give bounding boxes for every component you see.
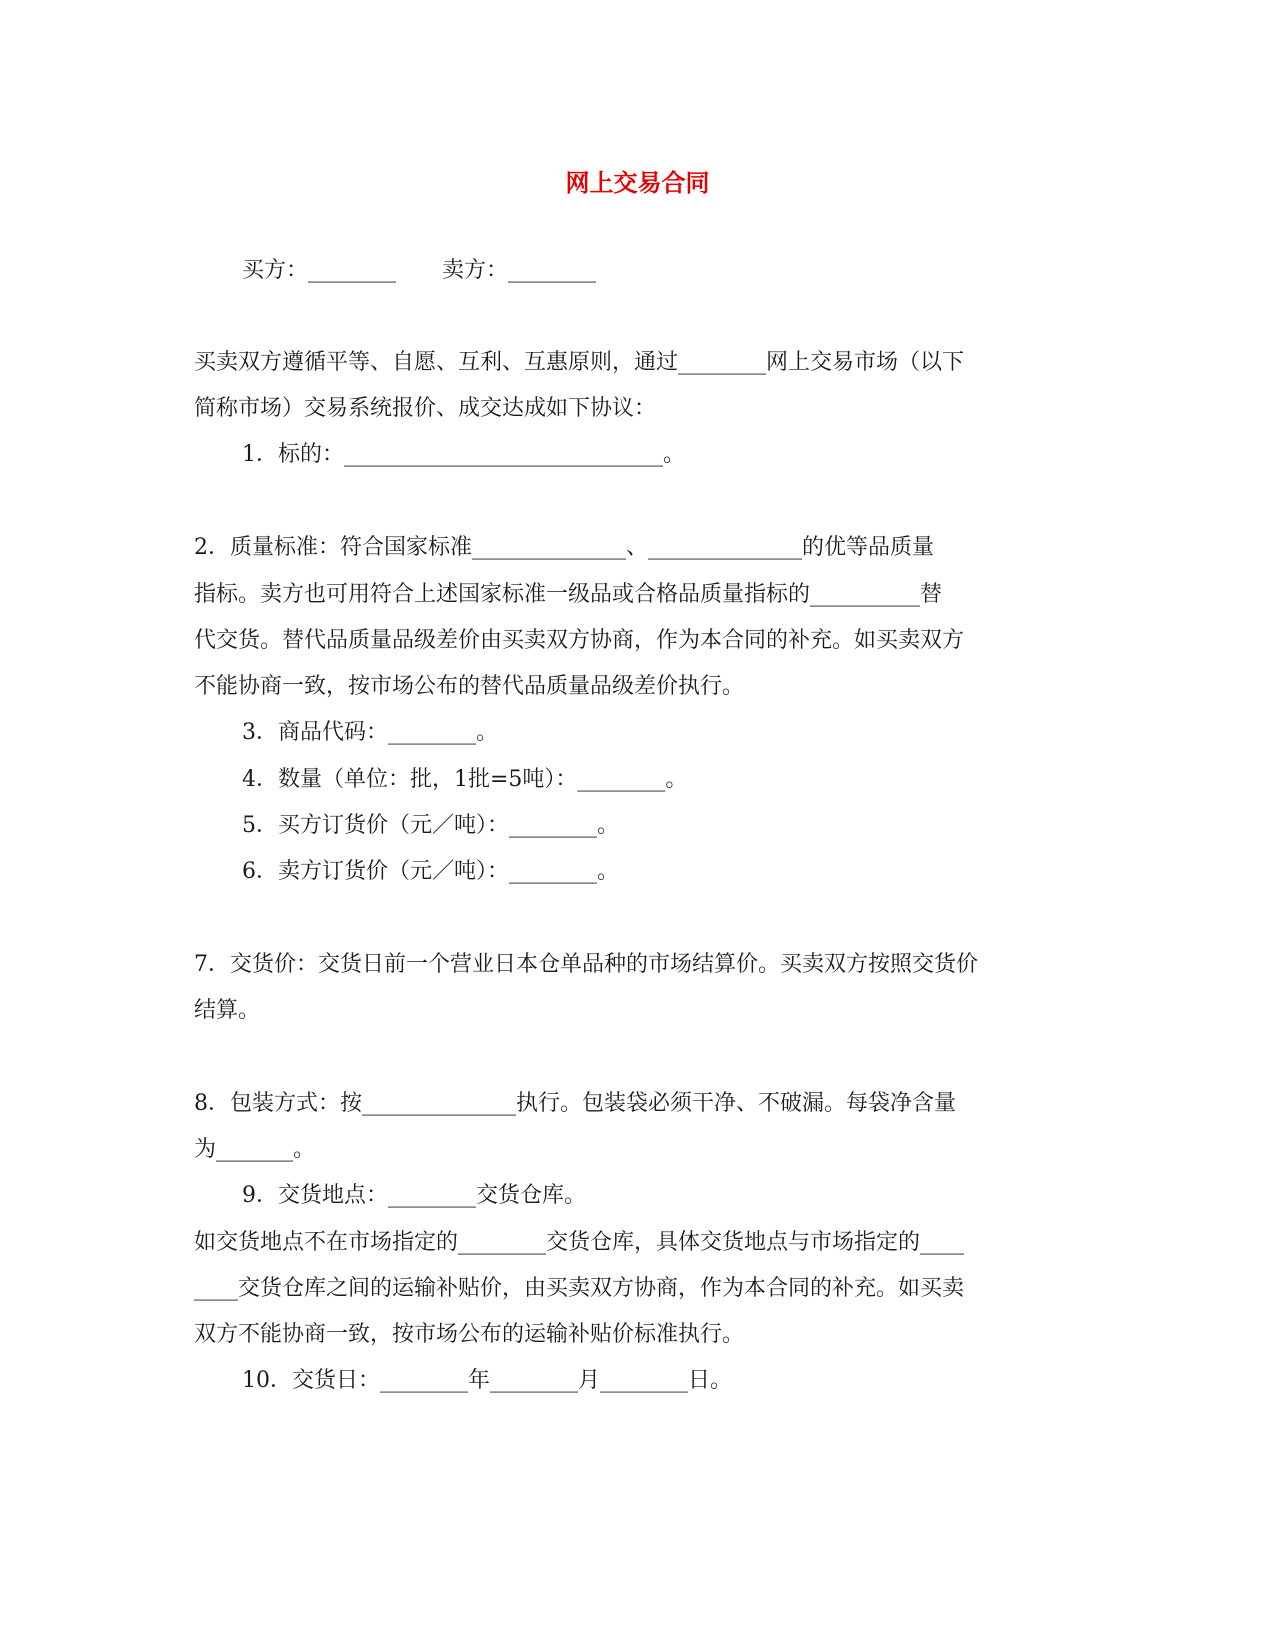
- clause-7-line-2: 结算。: [194, 998, 261, 1023]
- clause-6-seller-price: 6．卖方订货价（元／吨）：________。: [242, 859, 619, 884]
- clause-8-line-1: 8．包装方式：按______________执行。包装袋必须干净、不破漏。每袋净含量: [194, 1091, 956, 1116]
- clause-9-line-3: ____交货仓库之间的运输补贴价，由买卖双方协商，作为本合同的补充。如买卖: [194, 1276, 965, 1301]
- clause-10-delivery-date: 10．交货日：________年________月________日。: [242, 1368, 732, 1393]
- clause-2-line-1: 2．质量标准：符合国家标准______________、______________的优等品质量: [194, 535, 934, 560]
- clause-7-line-1: 7．交货价：交货日前一个营业日本仓单品种的市场结算价。买卖双方按照交货价: [194, 952, 978, 977]
- buyer-field: 买方：________: [242, 258, 397, 283]
- clause-2-line-3: 代交货。替代品质量品级差价由买卖双方协商，作为本合同的补充。如买卖双方: [194, 628, 965, 653]
- clause-9-delivery-place: 9．交货地点：________交货仓库。: [242, 1183, 586, 1208]
- clause-9-line-2: 如交货地点不在市场指定的________交货仓库，具体交货地点与市场指定的____: [194, 1230, 965, 1255]
- preamble-line-2: 简称市场）交易系统报价、成交达成如下协议：: [194, 396, 657, 421]
- preamble-line-1: 买卖双方遵循平等、自愿、互利、互惠原则，通过________网上交易市场（以下: [194, 350, 965, 375]
- clause-5-buyer-price: 5．买方订货价（元／吨）：________。: [242, 813, 619, 838]
- clause-1-subject: 1．标的：_____________________________。: [242, 442, 685, 467]
- clause-2-line-4: 不能协商一致，按市场公布的替代品质量品级差价执行。: [194, 674, 745, 699]
- seller-field: 卖方：________: [442, 258, 597, 283]
- parties-line: [242, 256, 1132, 286]
- clause-4-quantity: 4．数量（单位：批，1批=5吨）：________。: [242, 767, 688, 792]
- clause-3-product-code: 3．商品代码：________。: [242, 720, 498, 745]
- page-title: 网上交易合同: [565, 168, 710, 197]
- clause-9-line-4: 双方不能协商一致，按市场公布的运输补贴价标准执行。: [194, 1322, 745, 1347]
- clause-8-line-2: 为_______。: [194, 1137, 316, 1162]
- clause-2-line-2: 指标。卖方也可用符合上述国家标准一级品或合格品质量指标的__________替: [194, 582, 943, 607]
